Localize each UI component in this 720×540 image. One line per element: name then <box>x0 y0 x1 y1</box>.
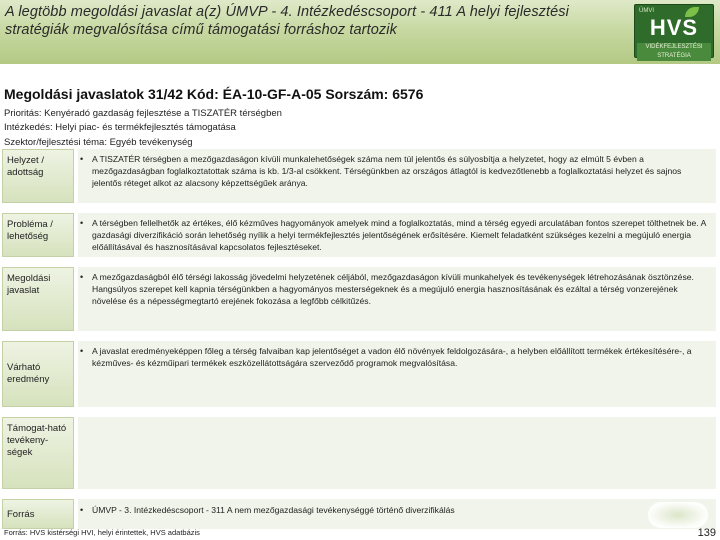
table-row <box>2 341 716 407</box>
page-number: 139 <box>697 527 716 539</box>
row-body <box>78 341 716 407</box>
row-body <box>78 499 716 529</box>
table-row <box>2 417 716 489</box>
row-label: Megoldási javaslat <box>2 267 74 331</box>
table-row <box>2 267 716 331</box>
row-text: A térségben fellelhetők az értékes, élő kézműves hagyományok amelyek mind a foglalkoztatás, mind a térség egyedi arculatában fontos szerepet tölthetnek be. A gazdasági diverzifikáció során lehetőség nyílik a helyi termékfejlesztés jelentőségének erősítésére. Kiemelt feladatként szükséges kezelni a megújuló energia előállításával és hasznosításával kapcsolatos fejlesztéseket. <box>92 218 706 252</box>
row-text: A TISZATÉR térségben a mezőgazdaságon kívüli munkalehetőségek száma nem túl jelentős és súlyosbítja a helyzetet, hogy az elmúlt 5 évben a mezőgazdaságban foglalkoztatottak száma is kb. 1/3-al csökkent. Térségünkben az országos átlagtól is kedvezőtlenebb a foglalkoztatási helyzet és sajnos jelentős réteget alkot az alacsony képzettségűek aránya. <box>92 154 682 188</box>
row-text: A javaslat eredményeképpen főleg a térség falvaiban kap jelentőséget a vadon élő növények feldolgozására-, a helyben előállított termékek értékesítésére-, a kézműves- és kézműipari termékek eszközellátottságára szerveződő programok megvalósítása. <box>92 346 692 368</box>
logo-top-text: ÚMVI <box>639 8 654 14</box>
measure-line: Intézkedés: Helyi piac- és termékfejlesztés támogatása <box>4 122 236 133</box>
section-heading: Megoldási javaslatok 31/42 Kód: ÉA-10-GF-A-05 Sorszám: 6576 <box>4 86 424 102</box>
bullet-icon: • <box>80 218 84 228</box>
row-label: Probléma / lehetőség <box>2 213 74 257</box>
row-text: ÚMVP - 3. Intézkedéscsoport - 311 A nem mezőgazdasági tevékenységgé történő diverzifikálás <box>92 505 455 515</box>
row-body <box>78 149 716 203</box>
bullet-icon: • <box>80 346 84 356</box>
header-banner <box>0 0 720 64</box>
table-row <box>2 213 716 257</box>
logo-main-text: HVS <box>649 15 699 40</box>
logo-sub-text: VIDÉKFEJLESZTÉSI STRATÉGIA <box>637 43 711 61</box>
row-body <box>78 267 716 331</box>
row-label: Helyzet / adottság <box>2 149 74 203</box>
row-body <box>78 213 716 257</box>
row-label: Forrás <box>2 499 74 529</box>
hvs-logo <box>634 4 714 58</box>
row-label: Várható eredmény <box>2 341 74 407</box>
bullet-icon: • <box>80 272 84 282</box>
priority-line: Prioritás: Kenyéradó gazdaság fejlesztése a TISZATÉR térségben <box>4 108 282 119</box>
bullet-icon: • <box>80 154 84 164</box>
footer-source: Forrás: HVS kistérségi HVI, helyi érintettek, HVS adatbázis <box>4 528 200 537</box>
table-row <box>2 149 716 203</box>
bullet-icon: • <box>80 505 84 515</box>
row-text: A mezőgazdaságból élő térségi lakosság jövedelmi helyzetének céljából, mezőgazdaságon kívüli munkahelyek és tevékenységek létrehozásának ösztönzése. Hangsúlyos szerepet kell kapnia térségünkben a hagyományos mesterségeknek és a megújuló energia hasznosításának és ezáltal a térség vonzerejének növelése és a népességmegtartó erejének fokozása a legfőbb célkitűzés. <box>92 272 694 306</box>
row-body <box>78 417 716 489</box>
sector-line: Szektor/fejlesztési téma: Egyéb tevékenység <box>4 137 193 148</box>
page-title: A legtöbb megoldási javaslat a(z) ÚMVP - 4. Intézkedéscsoport - 411 A helyi fejlesztési stratégiák megvalósítása című támogatási forráshoz tartozik <box>5 4 569 38</box>
table-row <box>2 499 716 529</box>
proposal-table <box>2 149 716 529</box>
row-label: Támogat-ható tevékeny-ségek <box>2 417 74 489</box>
watermark-logo <box>648 502 708 528</box>
